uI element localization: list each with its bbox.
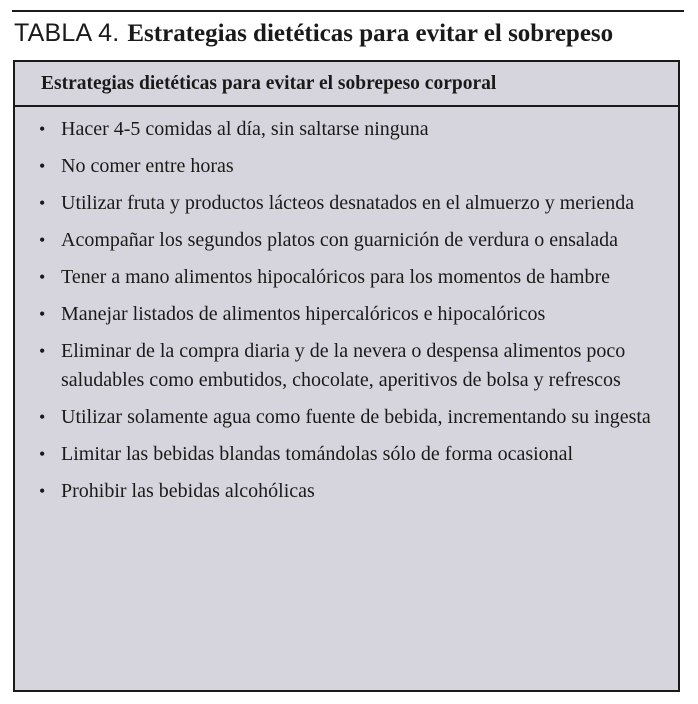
list-item: [15, 300, 678, 329]
list-item-text: Limitar las bebidas blandas tomándolas sólo de forma ocasional: [61, 442, 574, 465]
list-item: [15, 477, 678, 506]
bullet-icon: •: [39, 230, 46, 250]
table-title: Estrategias dietéticas para evitar el sobrepeso: [127, 20, 614, 47]
bullet-icon: •: [39, 480, 46, 501]
list-item-text: Tener a mano alimentos hipocalóricos para los momentos de hambre: [61, 266, 610, 288]
list-item: [15, 337, 678, 394]
list-item-text: Utilizar solamente agua como fuente de bebida, incrementando su ingesta: [61, 405, 651, 428]
list-item-text: Eliminar de la compra diaria y de la nevera o despensa alimentos poco saludables como embutidos, chocolate, aperitivos de bolsa y refrescos: [61, 340, 626, 391]
list-item-text: Utilizar fruta y productos lácteos desnatados en el almuerzo y merienda: [61, 192, 635, 214]
bullet-icon: •: [39, 267, 46, 287]
bullet-icon: •: [39, 406, 46, 427]
list-item: [15, 189, 678, 218]
list-item: [15, 152, 678, 181]
strategies-list: [15, 107, 678, 505]
bullet-icon: •: [39, 443, 46, 464]
list-item: [15, 263, 678, 292]
bullet-icon: •: [39, 193, 46, 213]
strategies-table: [13, 60, 680, 692]
table-number: TABLA 4.: [14, 19, 120, 47]
top-rule: [12, 10, 684, 12]
list-item: [15, 403, 678, 432]
list-item: [15, 440, 678, 469]
list-item-text: Hacer 4-5 comidas al día, sin saltarse ninguna: [61, 118, 429, 140]
list-item-text: Acompañar los segundos platos con guarnición de verdura o ensalada: [61, 229, 619, 251]
list-item: [15, 226, 678, 255]
list-item-text: No comer entre horas: [61, 155, 234, 177]
table-caption: [14, 17, 613, 53]
bullet-icon: •: [39, 304, 46, 324]
bullet-icon: •: [39, 341, 46, 361]
list-item-text: Prohibir las bebidas alcohólicas: [61, 479, 315, 502]
list-item: [15, 115, 678, 144]
bullet-icon: •: [39, 156, 46, 176]
bullet-icon: •: [39, 119, 46, 139]
list-item-text: Manejar listados de alimentos hipercalóricos e hipocalóricos: [61, 303, 546, 325]
table-header: Estrategias dietéticas para evitar el sobrepeso corporal: [15, 62, 678, 107]
